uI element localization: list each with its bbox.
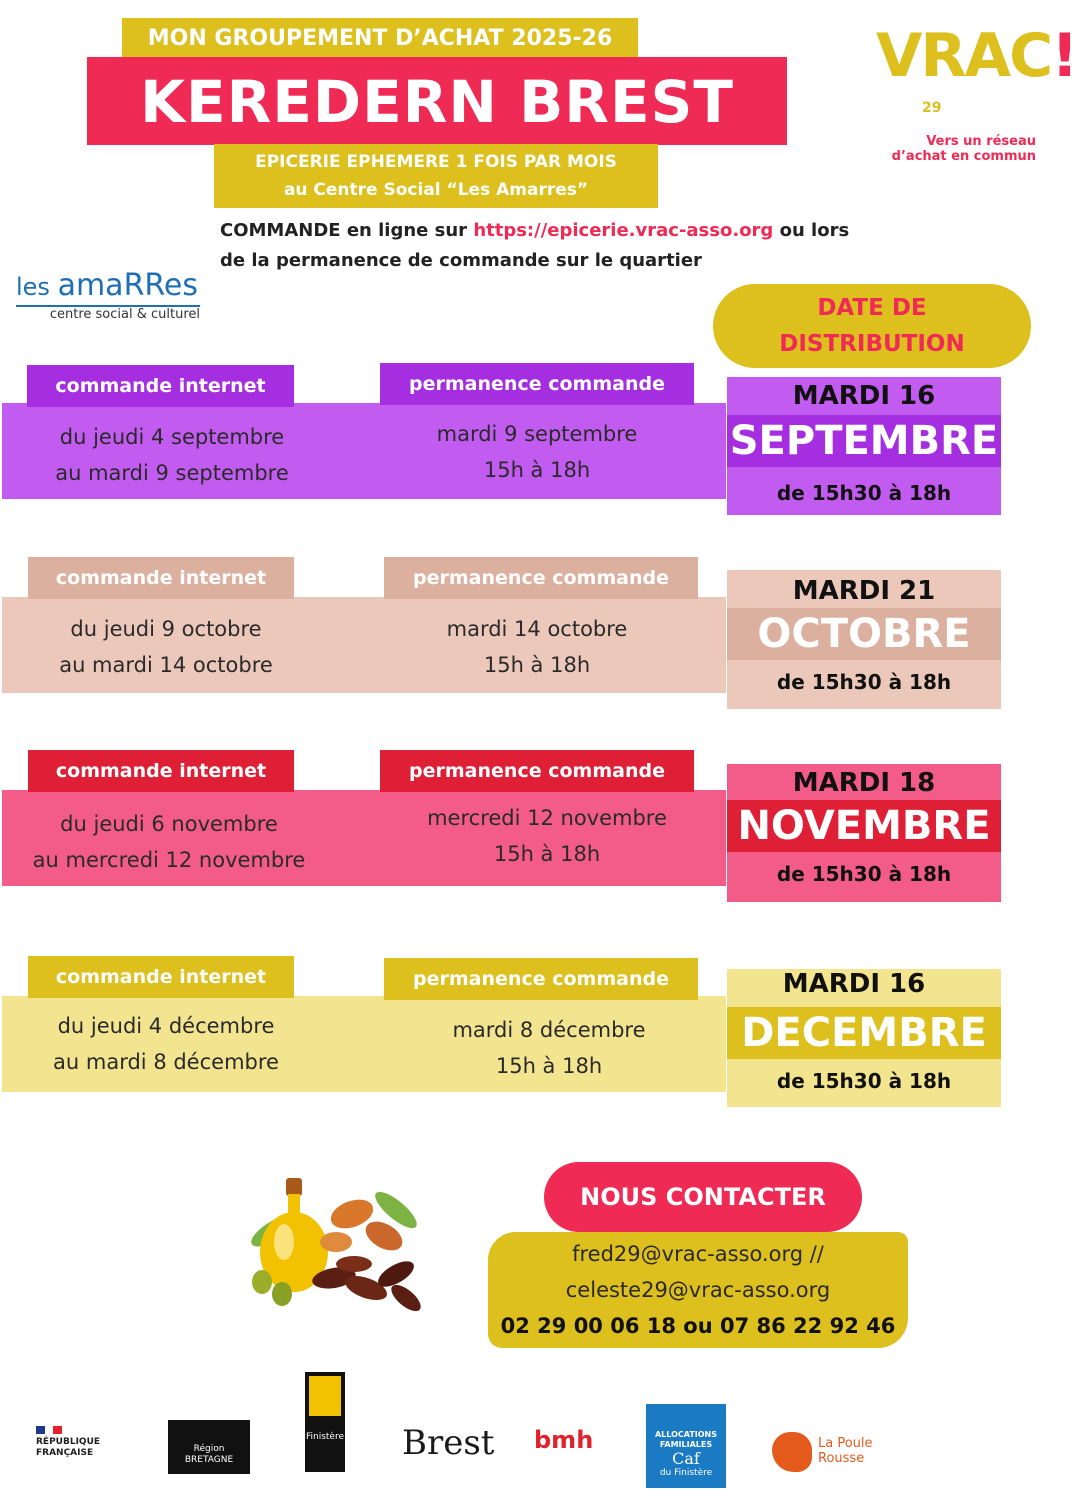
month-block-september bbox=[0, 365, 1059, 515]
hen-icon bbox=[772, 1432, 812, 1472]
amarres-tagline: centre social & culturel bbox=[49, 307, 200, 322]
permanence-line-1: mardi 8 décembre bbox=[452, 1018, 646, 1042]
month-block-october bbox=[0, 557, 1059, 709]
vrac-tagline-1: Vers un réseau bbox=[926, 134, 1036, 149]
caf-text: Caf bbox=[672, 1449, 700, 1468]
distribution-date-box bbox=[727, 764, 1001, 902]
distribution-hours: de 15h30 à 18h bbox=[776, 862, 952, 886]
vrac-number: 29 bbox=[922, 100, 942, 116]
tab-permanence-commande bbox=[384, 557, 698, 599]
tab-internet-label: commande internet bbox=[55, 375, 266, 397]
permanence-line-1: mardi 9 septembre bbox=[436, 422, 638, 446]
internet-line-2: au mercredi 12 novembre bbox=[32, 848, 306, 872]
internet-line-2: au mardi 8 décembre bbox=[53, 1050, 279, 1074]
region-bretagne-text: Région BRETAGNE bbox=[184, 1444, 234, 1465]
tab-internet-label: commande internet bbox=[55, 760, 267, 782]
republique-francaise-text: RÉPUBLIQUE FRANÇAISE bbox=[36, 1437, 101, 1458]
amarres-word: amaRRes bbox=[57, 268, 198, 303]
order-suffix: ou lors bbox=[773, 220, 850, 241]
vrac-logo: VRAC! 29 Vers un réseau d’achat en commun bbox=[876, 21, 1076, 164]
distribution-month: SEPTEMBRE bbox=[727, 415, 1001, 467]
page-title bbox=[87, 57, 787, 145]
order-link[interactable]: https://epicerie.vrac-asso.org bbox=[473, 220, 774, 241]
permanence-dates bbox=[390, 800, 704, 872]
distribution-day: MARDI 21 bbox=[792, 576, 936, 606]
vrac-word: VRAC bbox=[876, 21, 1052, 91]
internet-line-1: du jeudi 4 décembre bbox=[57, 1014, 275, 1038]
poule-rousse-text: La Poule Rousse bbox=[818, 1436, 873, 1466]
internet-line-1: du jeudi 6 novembre bbox=[60, 812, 278, 836]
bmh-text: bmh bbox=[534, 1426, 594, 1454]
tab-internet-label: commande internet bbox=[55, 966, 267, 988]
caf-logo bbox=[646, 1404, 726, 1488]
distribution-month: DECEMBRE bbox=[727, 1007, 1001, 1059]
brest-text: Brest bbox=[402, 1423, 495, 1463]
amarres-logo bbox=[16, 268, 216, 328]
distribution-day: MARDI 16 bbox=[782, 969, 926, 999]
contact-button-label: NOUS CONTACTER bbox=[580, 1183, 826, 1211]
tab-permanence-label: permanence commande bbox=[409, 760, 665, 782]
date-label-line-1: DATE DE bbox=[817, 295, 927, 321]
permanence-line-2: 15h à 18h bbox=[483, 458, 591, 482]
tab-permanence-commande bbox=[380, 750, 694, 792]
permanence-line-2: 15h à 18h bbox=[483, 653, 591, 677]
permanence-line-1: mardi 14 octobre bbox=[446, 617, 628, 641]
tab-commande-internet bbox=[27, 365, 294, 407]
finistere-text: Finistère bbox=[305, 1432, 345, 1442]
distribution-hours: de 15h30 à 18h bbox=[776, 1069, 952, 1093]
internet-dates bbox=[20, 419, 324, 491]
finistere-logo bbox=[305, 1372, 345, 1472]
tab-permanence-label: permanence commande bbox=[413, 968, 669, 990]
contact-button[interactable] bbox=[544, 1162, 862, 1232]
tab-commande-internet bbox=[28, 956, 294, 998]
permanence-line-2: 15h à 18h bbox=[495, 1054, 603, 1078]
month-block-december bbox=[0, 956, 1059, 1108]
contact-details bbox=[488, 1232, 908, 1348]
caf-finistere-text: du Finistère bbox=[659, 1468, 713, 1478]
dates-icon bbox=[311, 1256, 425, 1316]
tab-permanence-commande bbox=[384, 958, 698, 1000]
permanence-dates bbox=[392, 1012, 706, 1084]
distribution-date-box bbox=[727, 377, 1001, 515]
permanence-dates bbox=[380, 611, 694, 683]
vrac-tagline-2: d’achat en commun bbox=[891, 149, 1036, 164]
tab-commande-internet bbox=[28, 750, 294, 792]
subtitle-banner bbox=[214, 144, 658, 208]
internet-line-1: du jeudi 4 septembre bbox=[59, 425, 285, 449]
order-line-2: de la permanence de commande sur le quartier bbox=[220, 250, 702, 271]
permanence-line-1: mercredi 12 novembre bbox=[427, 806, 667, 830]
distribution-month: OCTOBRE bbox=[727, 608, 1001, 660]
month-block-november bbox=[0, 750, 1059, 902]
la-poule-rousse-logo bbox=[772, 1426, 884, 1476]
amarres-les: les bbox=[16, 273, 58, 301]
internet-dates bbox=[14, 806, 324, 878]
subtitle-line-2: au Centre Social “Les Amarres” bbox=[283, 180, 589, 200]
order-instructions bbox=[220, 216, 900, 276]
caf-allocations-text: ALLOCATIONS FAMILIALES bbox=[654, 1430, 718, 1449]
distribution-date-box bbox=[727, 969, 1001, 1107]
tab-commande-internet bbox=[28, 557, 294, 599]
kicker-banner bbox=[122, 18, 638, 58]
contact-phones: 02 29 00 06 18 ou 07 86 22 92 46 bbox=[500, 1314, 896, 1338]
subtitle-line-1: EPICERIE EPHEMERE 1 FOIS PAR MOIS bbox=[255, 152, 617, 172]
internet-line-1: du jeudi 9 octobre bbox=[70, 617, 262, 641]
distribution-hours: de 15h30 à 18h bbox=[776, 670, 952, 694]
contact-email-2[interactable]: celeste29@vrac-asso.org bbox=[565, 1278, 831, 1302]
tab-permanence-commande bbox=[380, 363, 694, 405]
tab-internet-label: commande internet bbox=[55, 567, 267, 589]
date-label-line-2: DISTRIBUTION bbox=[779, 331, 965, 357]
distribution-date-label bbox=[713, 284, 1031, 368]
order-prefix: COMMANDE en ligne sur bbox=[220, 220, 474, 241]
distribution-date-box bbox=[727, 570, 1001, 709]
brest-logo bbox=[402, 1423, 495, 1463]
distribution-month: NOVEMBRE bbox=[727, 800, 1001, 852]
contact-email-1[interactable]: fred29@vrac-asso.org // bbox=[572, 1242, 824, 1266]
internet-dates bbox=[14, 1008, 318, 1080]
tab-permanence-label: permanence commande bbox=[413, 567, 669, 589]
internet-line-2: au mardi 14 octobre bbox=[59, 653, 273, 677]
republique-francaise-logo bbox=[36, 1426, 116, 1459]
kicker-text: MON GROUPEMENT D’ACHAT 2025-26 bbox=[147, 26, 613, 51]
distribution-day: MARDI 16 bbox=[792, 381, 936, 411]
internet-line-2: au mardi 9 septembre bbox=[55, 461, 289, 485]
distribution-hours: de 15h30 à 18h bbox=[776, 481, 952, 505]
distribution-day: MARDI 18 bbox=[792, 768, 936, 798]
region-bretagne-logo bbox=[168, 1420, 250, 1474]
internet-dates bbox=[14, 611, 318, 683]
title-text: KEREDERN BREST bbox=[140, 68, 734, 136]
food-illustration bbox=[236, 1170, 436, 1320]
bmh-logo bbox=[534, 1426, 594, 1454]
tab-permanence-label: permanence commande bbox=[409, 373, 665, 395]
permanence-dates bbox=[380, 416, 694, 488]
permanence-line-2: 15h à 18h bbox=[493, 842, 601, 866]
